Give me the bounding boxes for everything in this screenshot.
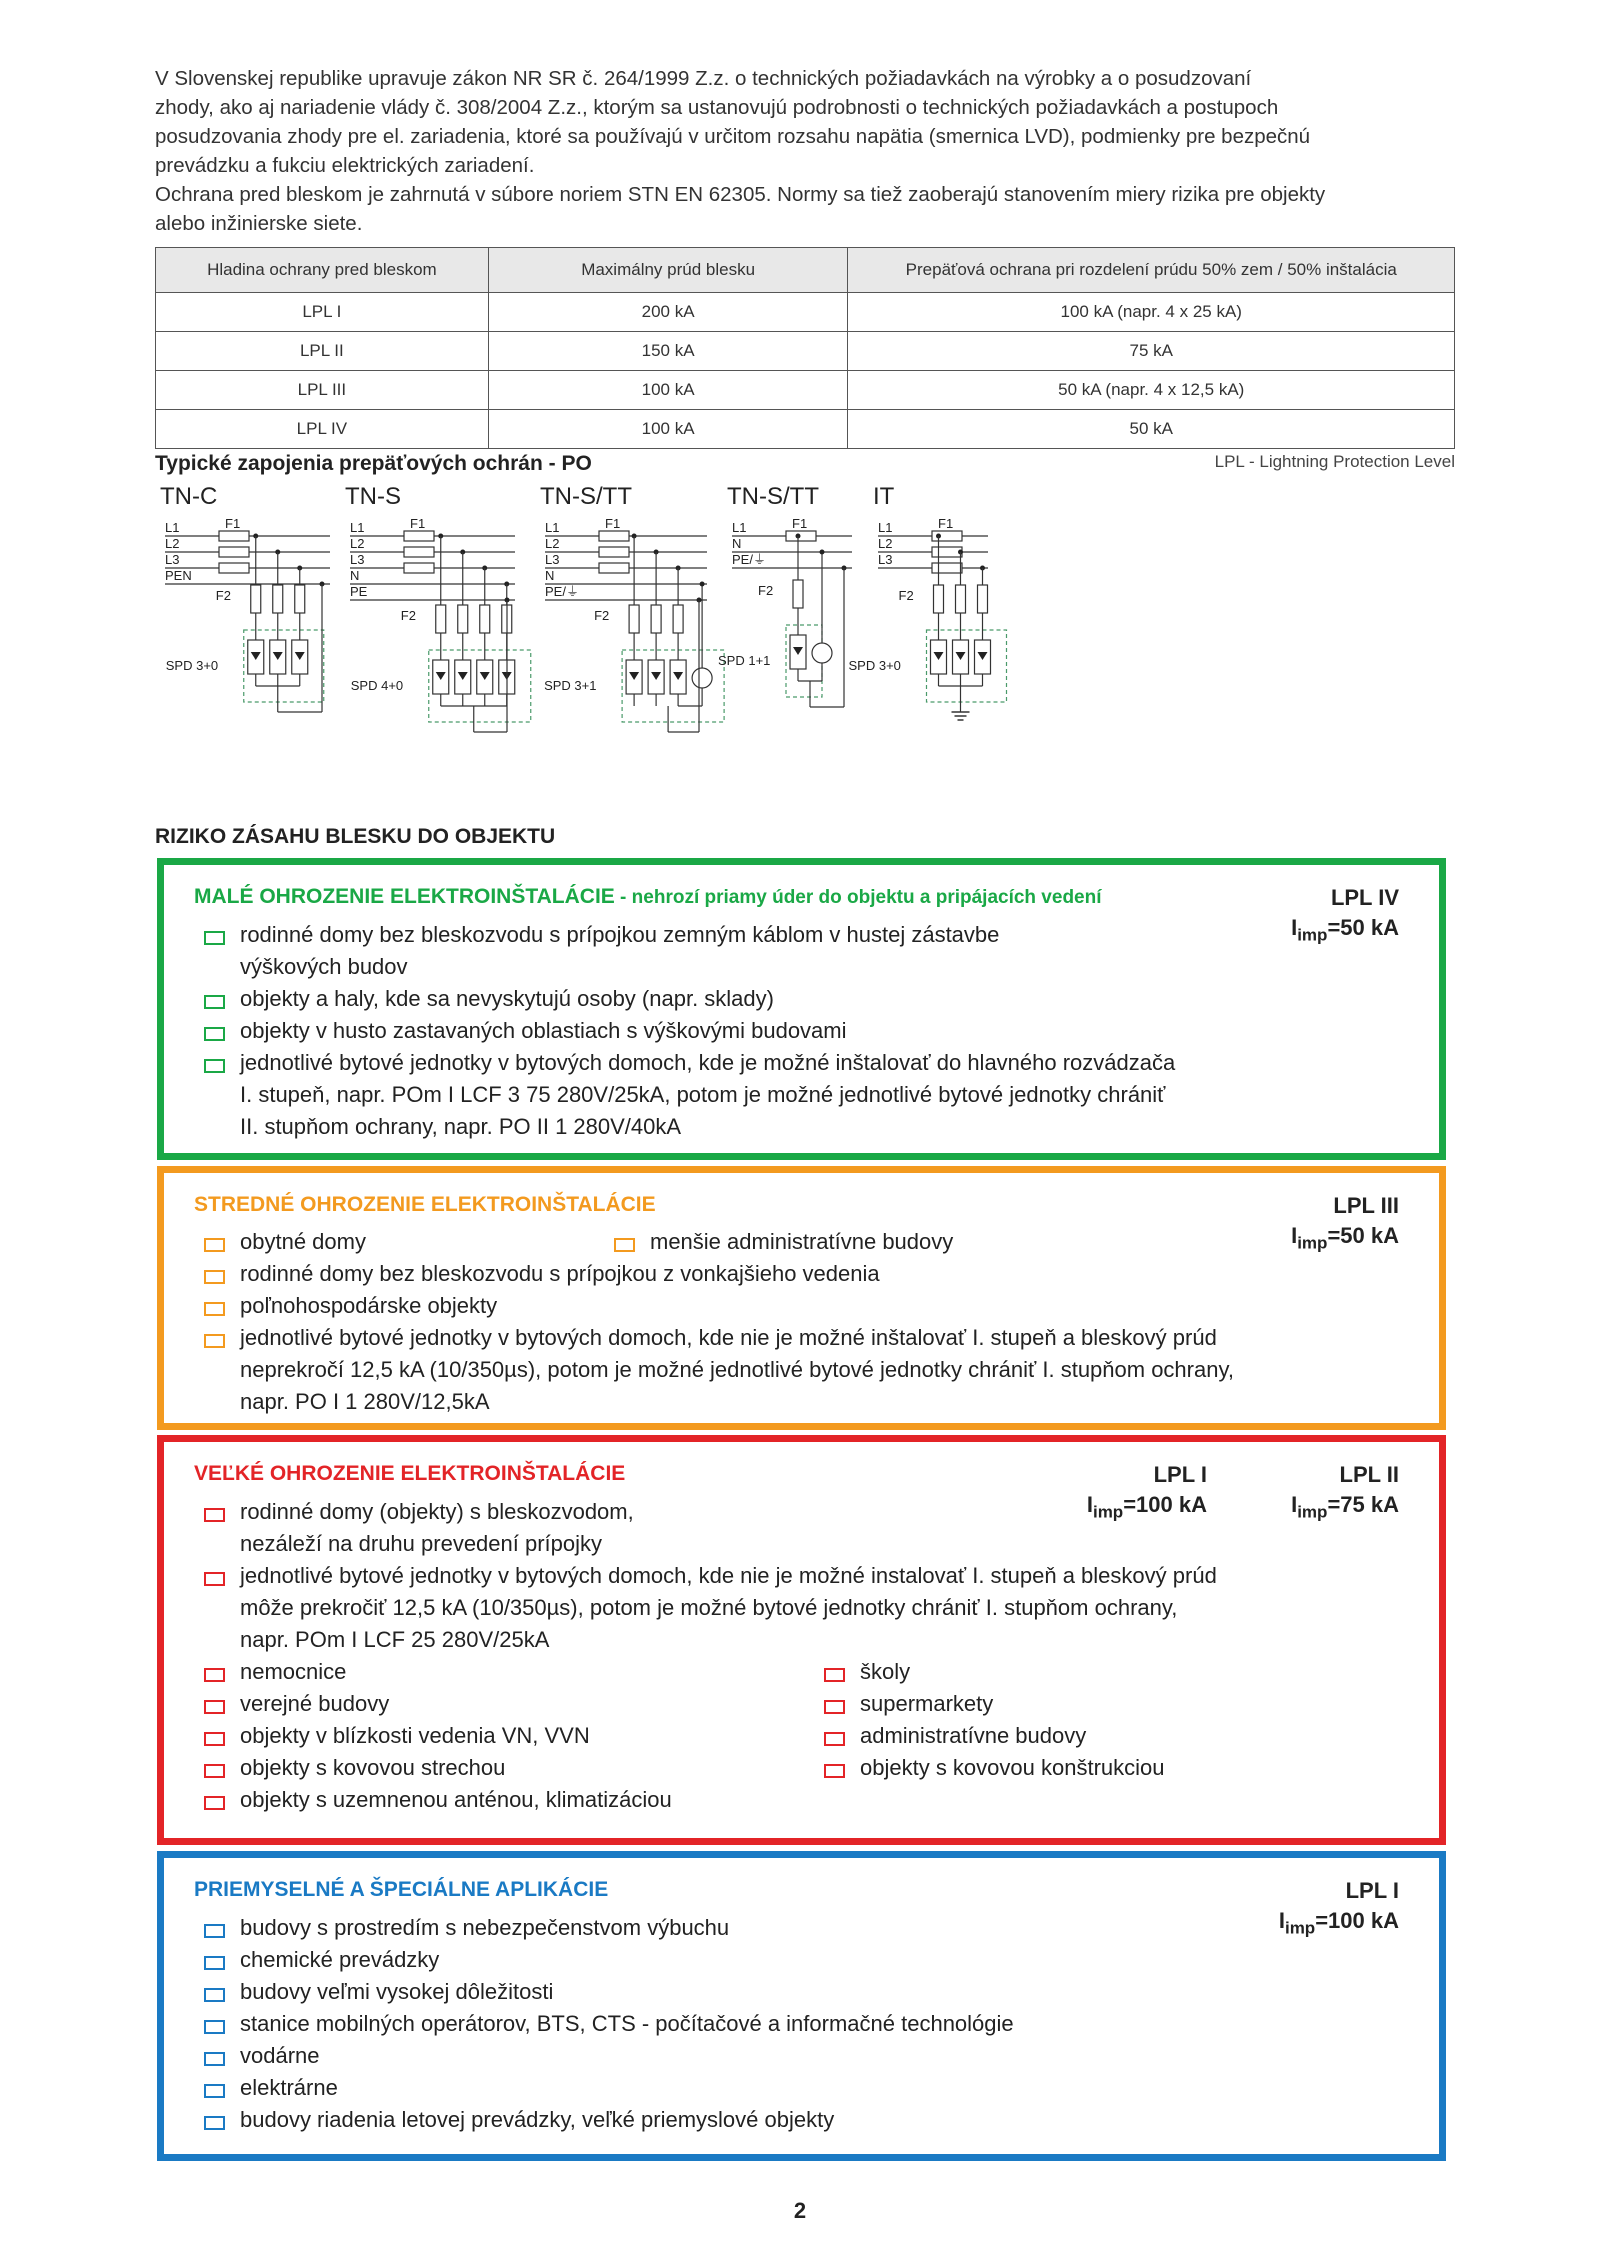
- item-line: administratívne budovy: [860, 1723, 1087, 1748]
- item-line: budovy riadenia letovej prevádzky, veľké priemyslové objekty: [240, 2107, 835, 2132]
- diagram-title: TN-S/TT: [727, 483, 819, 510]
- fuse-f2: [458, 605, 468, 633]
- table-row: [156, 371, 1455, 410]
- spd-label: SPD 3+0: [165, 658, 219, 673]
- checkbox-icon: [824, 1668, 845, 1682]
- fuse-f2-label: F2: [898, 588, 914, 603]
- spd-label: SPD 4+0: [350, 678, 404, 693]
- intro-line: posudzovania zhody pre el. zariadenia, ktoré sa používajú v určitom rozsahu napätia (smernica LVD), podmienky pre bezpečnú: [155, 125, 1311, 148]
- item-line: jednotlivé bytové jednotky v bytových domoch, kde nie je možné instalovať I. stupeň a bleskový prúd: [240, 1563, 1217, 1588]
- fuse-f1: [786, 531, 816, 541]
- list-item: [194, 1720, 590, 1752]
- item-line: nezáleží na druhu prevedení prípojky: [240, 1531, 603, 1556]
- fuse-f2: [793, 580, 803, 608]
- table-cell: LPL III: [156, 371, 489, 410]
- checkbox-icon: [204, 1956, 225, 1970]
- list-item: [604, 1226, 953, 1258]
- item-line: napr. POm I LCF 25 280V/25kA: [240, 1627, 550, 1652]
- bus-label: L1: [545, 520, 560, 535]
- list-item: [194, 1752, 505, 1784]
- risk-box-heading: PRIEMYSELNÉ A ŠPECIÁLNE APLIKÁCIE: [194, 1878, 609, 1901]
- fuse-f1-label: F1: [938, 516, 954, 531]
- item-line: objekty v husto zastavaných oblastiach s výškovými budovami: [240, 1018, 847, 1043]
- item-line: rodinné domy bez bleskozvodu s prípojkou z vonkajšieho vedenia: [240, 1261, 880, 1286]
- imp-value: =100 kA: [1315, 1908, 1399, 1933]
- fuse-f2: [956, 585, 966, 613]
- checkbox-icon: [204, 1700, 225, 1714]
- fuse-f2: [295, 585, 305, 613]
- bus-label: N: [350, 568, 360, 583]
- table-cell: 100 kA: [488, 371, 848, 410]
- imp-current: [1291, 913, 1399, 950]
- bus-label: L3: [350, 552, 365, 567]
- lpl-block: [1291, 1460, 1399, 1527]
- item-line: školy: [860, 1659, 911, 1684]
- list-item: [194, 1976, 553, 2008]
- list-item: [194, 1656, 346, 1688]
- checkbox-icon: [614, 1238, 635, 1252]
- fuse-f2-label: F2: [758, 583, 774, 598]
- list-item: [194, 919, 999, 983]
- checkbox-icon: [204, 1796, 225, 1810]
- bus-label: L1: [878, 520, 893, 535]
- checkbox-icon: [204, 2116, 225, 2130]
- checkbox-icon: [204, 1764, 225, 1778]
- checkbox-icon: [204, 1238, 225, 1252]
- list-item: [814, 1752, 1165, 1784]
- risk-box-high: [157, 1435, 1446, 1845]
- fuse-f2: [273, 585, 283, 613]
- risk-box-title: [194, 885, 1102, 909]
- bus-label: L1: [732, 520, 747, 535]
- list-item: [194, 2040, 320, 2072]
- list-item: [194, 1322, 1234, 1418]
- risk-box-subtitle: - nehrozí priamy úder do objektu a pripájacích vedení: [614, 887, 1102, 908]
- imp-sub: imp: [1297, 925, 1328, 945]
- list-item: [194, 1047, 1175, 1143]
- spd-label: SPD 3+0: [848, 658, 901, 673]
- item-line: jednotlivé bytové jednotky v bytových domoch, kde je možné inštalovať do hlavného rozvádzača: [240, 1050, 1176, 1075]
- imp-label: I: [1291, 1223, 1298, 1248]
- lpl-level: LPL III: [1333, 1193, 1399, 1218]
- diagram-title: TN-S: [345, 483, 401, 510]
- item-line: menšie administratívne budovy: [650, 1229, 954, 1254]
- table-row: [156, 332, 1455, 371]
- fuse-f1: [599, 547, 629, 557]
- bus-label: PEN: [165, 568, 192, 583]
- list-item: [194, 1258, 880, 1290]
- lpl-level: LPL I: [1345, 1878, 1399, 1903]
- checkbox-icon: [204, 2052, 225, 2066]
- checkbox-icon: [204, 2084, 225, 2098]
- imp-sub: imp: [1092, 1502, 1124, 1522]
- list-item: [194, 1496, 634, 1560]
- checkbox-icon: [204, 1668, 225, 1682]
- fuse-f1-label: F1: [410, 516, 426, 531]
- item-line: jednotlivé bytové jednotky v bytových domoch, kde nie je možné inštalovať I. stupeň a bleskový prúd: [240, 1325, 1217, 1350]
- list-item: [194, 2072, 338, 2104]
- intro-line: alebo inžinierske siete.: [155, 212, 363, 235]
- gas-arrester: [692, 668, 712, 688]
- table-row: [156, 293, 1455, 332]
- diagram-title: TN-S/TT: [540, 483, 632, 510]
- item-line: napr. PO I 1 280V/12,5kA: [240, 1389, 490, 1414]
- junction-dot: [820, 550, 825, 555]
- risk-box-heading: VEĽKÉ OHROZENIE ELEKTROINŠTALÁCIE: [194, 1462, 626, 1485]
- imp-label: I: [1086, 1492, 1093, 1517]
- item-line: výškových budov: [240, 954, 408, 979]
- fuse-f1: [404, 563, 434, 573]
- imp-label: I: [1291, 1492, 1298, 1517]
- bus-label: L1: [350, 520, 365, 535]
- fuse-f2: [629, 605, 639, 633]
- item-line: vodárne: [240, 2043, 320, 2068]
- checkbox-icon: [204, 2020, 225, 2034]
- bus-label: L3: [545, 552, 560, 567]
- risk-box-heading: STREDNÉ OHROZENIE ELEKTROINŠTALÁCIE: [194, 1193, 656, 1216]
- checkbox-icon: [204, 1988, 225, 2002]
- table-cell: LPL IV: [156, 410, 489, 449]
- item-line: obytné domy: [240, 1229, 366, 1254]
- diagram-tn-s-tt: [540, 483, 724, 732]
- fuse-f2: [978, 585, 988, 613]
- item-line: II. stupňom ochrany, napr. PO II 1 280V/40kA: [240, 1114, 682, 1139]
- list-item: [814, 1656, 910, 1688]
- imp-label: I: [1291, 915, 1298, 940]
- fuse-f1: [932, 547, 962, 557]
- bus-label: PE: [350, 584, 368, 599]
- lpl-block: [1291, 1191, 1399, 1258]
- bus-label: L2: [165, 536, 180, 551]
- intro-line: prevádzku a fukciu elektrických zariadení.: [155, 154, 535, 177]
- fuse-f1: [932, 563, 962, 573]
- checkbox-icon: [824, 1732, 845, 1746]
- risk-box-low: [157, 858, 1446, 1160]
- item-line: budovy veľmi vysokej dôležitosti: [240, 1979, 554, 2004]
- fuse-f2: [673, 605, 683, 633]
- checkbox-icon: [204, 1059, 225, 1073]
- list-item: [194, 1290, 497, 1322]
- item-line: objekty s kovovou konštrukciou: [860, 1755, 1165, 1780]
- fuse-f2-label: F2: [215, 588, 231, 603]
- fuse-f2: [436, 605, 446, 633]
- checkbox-icon: [204, 1027, 225, 1041]
- risk-box-industrial: [157, 1851, 1446, 2161]
- fuse-f1: [404, 547, 434, 557]
- spd-label: SPD 1+1: [718, 653, 771, 668]
- bus-label: L3: [878, 552, 893, 567]
- item-line: nemocnice: [240, 1659, 347, 1684]
- table-header-row: [156, 248, 1455, 293]
- imp-current: [1087, 1490, 1207, 1527]
- list-item: [194, 1226, 366, 1258]
- lpl-level: LPL II: [1339, 1462, 1399, 1487]
- checkbox-icon: [204, 995, 225, 1009]
- imp-sub: imp: [1284, 1918, 1316, 1938]
- checkbox-icon: [204, 1334, 225, 1348]
- item-line: poľnohospodárske objekty: [240, 1293, 498, 1318]
- table-header: Maximálny prúd blesku: [488, 248, 848, 293]
- fuse-f1-label: F1: [605, 516, 621, 531]
- bus-label: L3: [165, 552, 180, 567]
- risk-box-heading: MALÉ OHROZENIE ELEKTROINŠTALÁCIE: [194, 885, 615, 908]
- list-item: [194, 1944, 439, 1976]
- imp-current: [1279, 1906, 1399, 1943]
- lpl-table: [155, 247, 1455, 449]
- bus-label: L1: [165, 520, 180, 535]
- fuse-f2: [480, 605, 490, 633]
- table-header: Hladina ochrany pred bleskom: [156, 248, 489, 293]
- item-line: chemické prevádzky: [240, 1947, 440, 1972]
- checkbox-icon: [204, 1572, 225, 1586]
- fuse-f1: [219, 547, 249, 557]
- bus-label: L2: [878, 536, 893, 551]
- item-line: objekty s uzemnenou anténou, klimatizáciou: [240, 1787, 672, 1812]
- intro-line: V Slovenskej republike upravuje zákon NR SR č. 264/1999 Z.z. o technických požiadavkách na výrobky a o posudzovaní: [155, 67, 1252, 90]
- item-line: I. stupeň, napr. POm I LCF 3 75 280V/25kA, potom je možné jednotlivé bytové jednotky chrániť: [240, 1082, 1166, 1107]
- lpl-block: [1087, 1460, 1207, 1527]
- table-cell: 150 kA: [488, 332, 848, 371]
- intro-text: [155, 64, 1465, 238]
- lpl-note: LPL - Lightning Protection Level: [1214, 452, 1455, 471]
- fuse-f2-label: F2: [400, 608, 416, 623]
- table-cell: 50 kA (napr. 4 x 12,5 kA): [848, 371, 1455, 410]
- lpl-block: [1291, 883, 1399, 950]
- intro-line: Ochrana pred bleskom je zahrnutá v súbore noriem STN EN 62305. Normy sa tiež zaoberajú stanovením miery rizika pre objekty: [155, 183, 1326, 206]
- list-item: [814, 1720, 1086, 1752]
- risk-title: RIZIKO ZÁSAHU BLESKU DO OBJEKTU: [155, 825, 556, 848]
- fuse-f2-label: F2: [594, 608, 610, 623]
- diagram-tn-s-tt-single: [718, 483, 852, 707]
- item-line: rodinné domy (objekty) s bleskozvodom,: [240, 1499, 634, 1524]
- lpl-block: [1279, 1876, 1399, 1943]
- checkbox-icon: [204, 1732, 225, 1746]
- list-item: [194, 1912, 729, 1944]
- diagram-it: [849, 483, 1007, 720]
- table-cell: LPL II: [156, 332, 489, 371]
- list-item: [194, 2008, 1014, 2040]
- checkbox-icon: [824, 1764, 845, 1778]
- checkbox-icon: [204, 1302, 225, 1316]
- item-line: môže prekročiť 12,5 kA (10/350µs), potom je možné bytové jednotky chrániť I. stupňom ochrany,: [240, 1595, 1178, 1620]
- checkbox-icon: [204, 1924, 225, 1938]
- list-item: [814, 1688, 993, 1720]
- checkbox-icon: [204, 931, 225, 945]
- item-line: elektrárne: [240, 2075, 338, 2100]
- imp-sub: imp: [1297, 1502, 1328, 1522]
- table-cell: 50 kA: [848, 410, 1455, 449]
- imp-value: =50 kA: [1327, 915, 1399, 940]
- fuse-f1: [404, 531, 434, 541]
- item-line: rodinné domy bez bleskozvodu s prípojkou zemným káblom v hustej zástavbe: [240, 922, 1000, 947]
- item-line: budovy s prostredím s nebezpečenstvom výbuchu: [240, 1915, 730, 1940]
- imp-current: [1291, 1221, 1399, 1258]
- lpl-level: LPL IV: [1330, 885, 1399, 910]
- imp-value: =75 kA: [1327, 1492, 1399, 1517]
- table-cell: LPL I: [156, 293, 489, 332]
- item-line: objekty v blízkosti vedenia VN, VVN: [240, 1723, 590, 1748]
- table-header: Prepäťová ochrana pri rozdelení prúdu 50% zem / 50% inštalácia: [848, 248, 1455, 293]
- imp-value: =100 kA: [1123, 1492, 1207, 1517]
- checkbox-icon: [824, 1700, 845, 1714]
- table-cell: 100 kA (napr. 4 x 25 kA): [848, 293, 1455, 332]
- diagram-tn-s: [345, 483, 531, 732]
- fuse-f1: [219, 563, 249, 573]
- fuse-f1-label: F1: [792, 516, 808, 531]
- junction-dot: [700, 582, 705, 587]
- bus-label: PE/⏚: [545, 584, 579, 599]
- imp-sub: imp: [1297, 1233, 1328, 1253]
- schemes-title: Typické zapojenia prepäťových ochrán - PO: [155, 452, 592, 475]
- diagram-tn-c: [160, 483, 330, 712]
- bus-label: N: [545, 568, 555, 583]
- page-number: 2: [793, 2198, 807, 2223]
- checkbox-icon: [204, 1508, 225, 1522]
- table-row: [156, 410, 1455, 449]
- intro-line: zhody, ako aj nariadenie vlády č. 308/2004 Z.z., ktorým sa ustanovujú podrobnosti o technických požiadavkách a postupoch: [155, 96, 1279, 119]
- spd-label: SPD 3+1: [544, 678, 597, 693]
- item-line: supermarkety: [860, 1691, 994, 1716]
- diagram-title: IT: [873, 483, 895, 510]
- fuse-f1: [219, 531, 249, 541]
- checkbox-icon: [204, 1270, 225, 1284]
- bus-label: L2: [350, 536, 365, 551]
- list-item: [194, 1688, 389, 1720]
- fuse-f2: [934, 585, 944, 613]
- table-cell: 100 kA: [488, 410, 848, 449]
- table-cell: 75 kA: [848, 332, 1455, 371]
- fuse-f1-label: F1: [225, 516, 241, 531]
- lpl-level: LPL I: [1153, 1462, 1207, 1487]
- item-line: neprekročí 12,5 kA (10/350µs), potom je možné jednotlivé bytové jednotky chrániť I. stupňom ochrany,: [240, 1357, 1234, 1382]
- table-cell: 200 kA: [488, 293, 848, 332]
- bus-label: N: [732, 536, 742, 551]
- list-item: [194, 1560, 1217, 1656]
- bus-label: L2: [545, 536, 560, 551]
- wiring-diagrams: [150, 480, 1460, 810]
- list-item: [194, 1015, 847, 1047]
- diagram-title: TN-C: [160, 483, 218, 510]
- fuse-f1: [599, 563, 629, 573]
- bus-label: PE/⏚: [732, 552, 766, 567]
- fuse-f2: [251, 585, 261, 613]
- imp-current: [1291, 1490, 1399, 1527]
- item-line: stanice mobilných operátorov, BTS, CTS - počítačové a informačné technológie: [240, 2011, 1014, 2036]
- item-line: verejné budovy: [240, 1691, 390, 1716]
- imp-label: I: [1278, 1908, 1285, 1933]
- list-item: [194, 1784, 672, 1816]
- fuse-f2: [651, 605, 661, 633]
- risk-box-medium: [157, 1166, 1446, 1430]
- fuse-f1: [599, 531, 629, 541]
- list-item: [194, 2104, 834, 2136]
- gas-arrester: [812, 643, 832, 663]
- item-line: objekty s kovovou strechou: [240, 1755, 506, 1780]
- item-line: objekty a haly, kde sa nevyskytujú osoby (napr. sklady): [240, 986, 774, 1011]
- imp-value: =50 kA: [1327, 1223, 1399, 1248]
- list-item: [194, 983, 774, 1015]
